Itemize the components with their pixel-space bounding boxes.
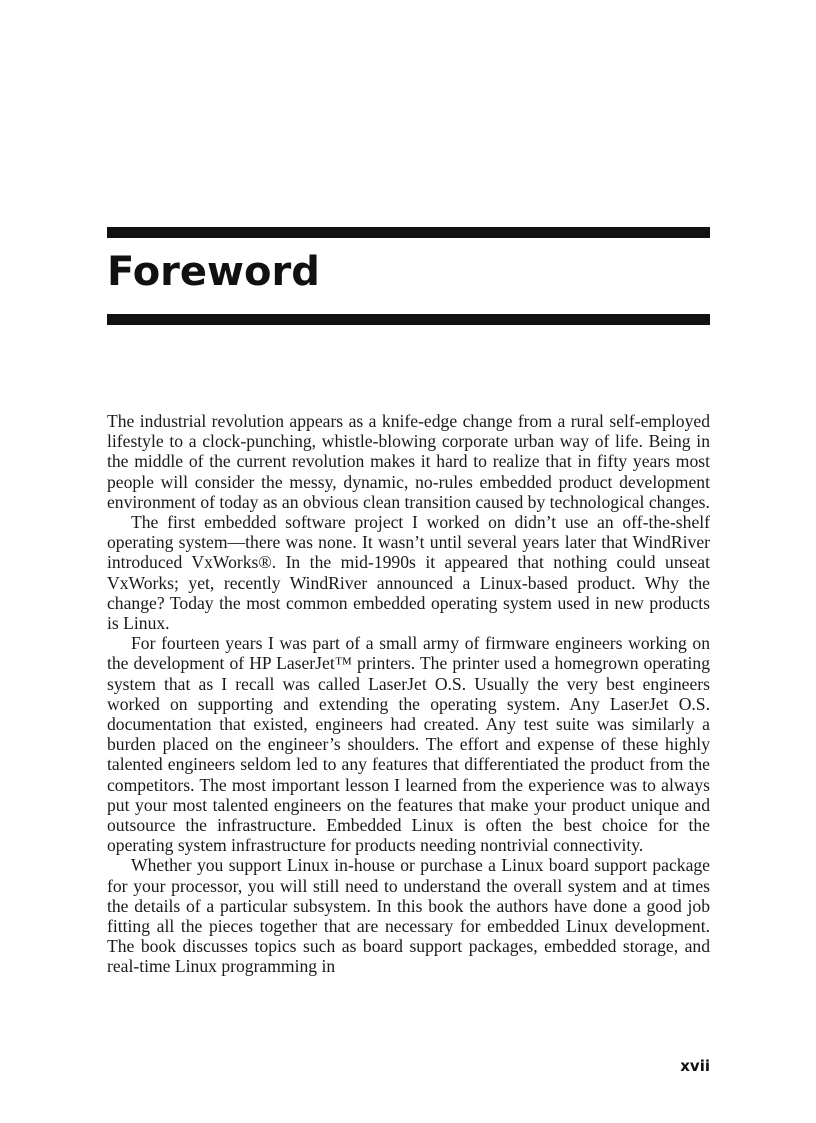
paragraph: The industrial revolution appears as a knife-edge change from a rural self-employed lifestyle to a clock-punching, whistle-blowing corporate urban way of life. Being in the middle of the current revolution makes it hard to realize that in fifty years most people will consider the messy, dynamic, no-rules embedded product development environment of today as an obvious clean transition caused by technological changes. xyxy=(107,411,710,512)
body-text xyxy=(107,411,710,977)
page-number: xvii xyxy=(680,1057,710,1075)
paragraph: For fourteen years I was part of a small army of firmware engineers working on the development of HP LaserJet™ printers. The printer used a homegrown operating system that as I recall was called LaserJet O.S. Usually the very best engineers worked on supporting and extending the operating system. Any LaserJet O.S. documentation that existed, engineers had created. Any test suite was similarly a burden placed on the engineer’s shoulders. The effort and expense of these highly talented engineers seldom led to any features that differentiated the product from the competitors. The most important lesson I learned from the experience was to always put your most talented engineers on the features that make your product unique and outsource the infrastructure. Embedded Linux is often the best choice for the operating system infrastructure for products needing nontrivial connectivity. xyxy=(107,633,710,856)
paragraph: The first embedded software project I worked on didn’t use an off-the-shelf operating system—there was none. It wasn’t until several years later that WindRiver introduced VxWorks®. In the mid-1990s it appeared that nothing could unseat VxWorks; yet, recently WindRiver announced a Linux-based product. Why the change? Today the most common embedded operating system used in new products is Linux. xyxy=(107,512,710,634)
chapter-rule-top xyxy=(107,227,710,238)
chapter-rule-bottom xyxy=(107,314,710,325)
chapter-title: Foreword xyxy=(107,249,320,295)
paragraph: Whether you support Linux in-house or purchase a Linux board support package for your processor, you will still need to understand the overall system and at times the details of a particular subsystem. In this book the authors have done a good job fitting all the pieces together that are necessary for embedded Linux development. The book discusses topics such as board support packages, embedded storage, and real-time Linux programming in xyxy=(107,855,710,977)
